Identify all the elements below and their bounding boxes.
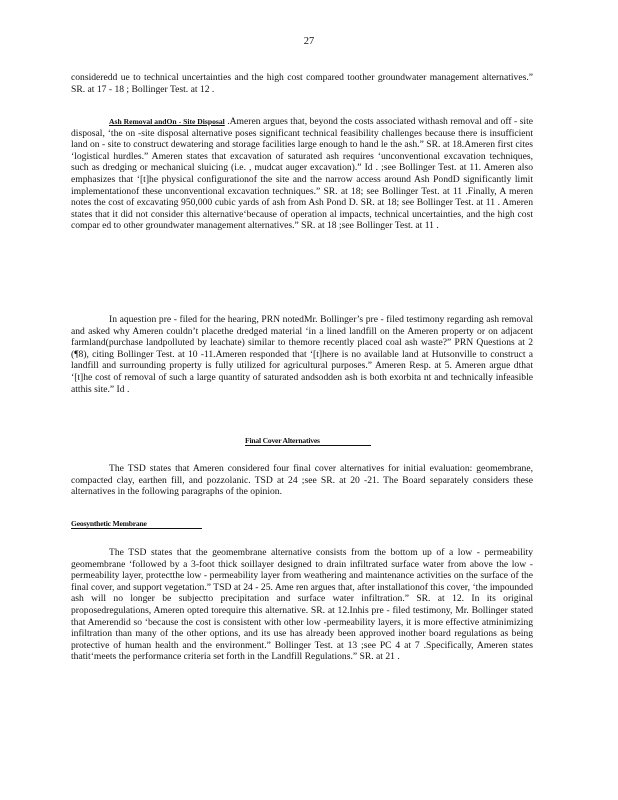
paragraph-prn-question: In aquestion pre - filed for the hearing, PRN notedMr. Bollinger’s pre - filed testimony regarding ash removal and asked why Ameren couldn’t placethe dredged material ‘in a lined landfill on the Ameren property or on adjacent farmland(purchase landpolluted by leachate) similar to themore recently placed coal ash waste?” PRN Questions at 2 (¶8), citing Bollinger Test. at 10 -11.Ameren responded that ‘[t]here is no available land at Hutsonville to construct a landfill and surrounding property is fully utilized for agricultural purposes.” Ameren Resp. at 5. Ameren argue dthat ‘[t]he cost of removal of such a large quantity of saturated andsodden ash is both exorbita nt and technically infeasible atthis site.” Id . [71, 314, 533, 395]
paragraph-final-cover: The TSD states that Ameren considered four final cover alternatives for initial evaluation: geomembrane, compacted clay, earthen fill, and pozzolanic. TSD at 24 ;see SR. at 20 -21. The Board separately considers these alternatives in the following paragraphs of the opinion. [71, 463, 533, 498]
ash-removal-body: .Ameren argues that, beyond the costs associated withash removal and off - site disposal, ‘the on -site disposal alternative poses significant technical feasibility challenges because there is insufficient land on - site to construct dewatering and storage facilities large enough to hand le the ash.” SR. at 18.Ameren first cites ‘logistical hurdles.” Ameren states that excavation of saturated ash requires ‘unconventional excavation techniques, such as dredging or mechanical sluicing (i.e. , mudcat auger excavation).” Id . ;see Bollinger Test. at 11. Ameren also emphasizes that ‘[t]he physical configurationof the site and the narrow access around Ash PondD significantly limit implementationof these unconventional excavation techniques.” SR. at 18; see Bollinger Test. at 11 .Finally, A meren notes the cost of excavating 950,000 cubic yards of ash from Ash Pond D. SR. at 18; see Bollinger Test. at 11 . Ameren states that it did not consider this alternative‘because of operation al impacts, technical uncertainties, and the high cost compar ed to other groundwater management alternatives.” SR. at 18 ;see Bollinger Test. at 11 . [71, 116, 533, 232]
page-number: 27 [303, 36, 315, 47]
geosynthetic-heading [71, 519, 202, 529]
paragraph-continuation: consideredd ue to technical uncertainties and the high cost compared toother groundwater management alternatives.” SR. at 17 - 18 ; Bollinger Test. at 12 . [71, 72, 533, 95]
final-cover-heading [245, 436, 371, 446]
ash-removal-heading: Ash Removal andOn - Site Disposal [109, 117, 225, 126]
final-cover-heading-text: Final Cover Alternatives [245, 436, 320, 445]
final-cover-underline [245, 445, 371, 446]
geosynthetic-underline [71, 528, 202, 529]
paragraph-ash-removal [71, 116, 533, 232]
paragraph-geomembrane: The TSD states that the geomembrane alternative consists from the bottom up of a low - permeability geomembrane ‘followed by a 3-foot thick soillayer designed to drain infiltrated surface water from above the low - permeability layer, protectthe low - permeability layer from weathering and maintenance activities on the surface of the final cover, and support vegetation.” TSD at 24 - 25. Ame ren argues that, after installationof this cover, ‘the impounded ash will no longer be subjectto precipitation and surface water infiltration.” SR. at 12. In its original proposedregulations, Ameren opted torequire this alternative. SR. at 12.Inhis pre - filed testimony, Mr. Bollinger stated that Amerendid so ‘because the cost is consistent with other low -permeability layers, it is more effective atminimizing infiltration than many of the other options, and its use has already been approved inother board regulations as being protective of human health and the environment.” Bollinger Test. at 13 ;see PC 4 at 7 .Specifically, Ameren states thatit‘meets the performance criteria set forth in the Landfill Regulations.” SR. at 21 . [71, 547, 533, 663]
geosynthetic-heading-text: Geosynthetic Membrane [71, 519, 147, 528]
